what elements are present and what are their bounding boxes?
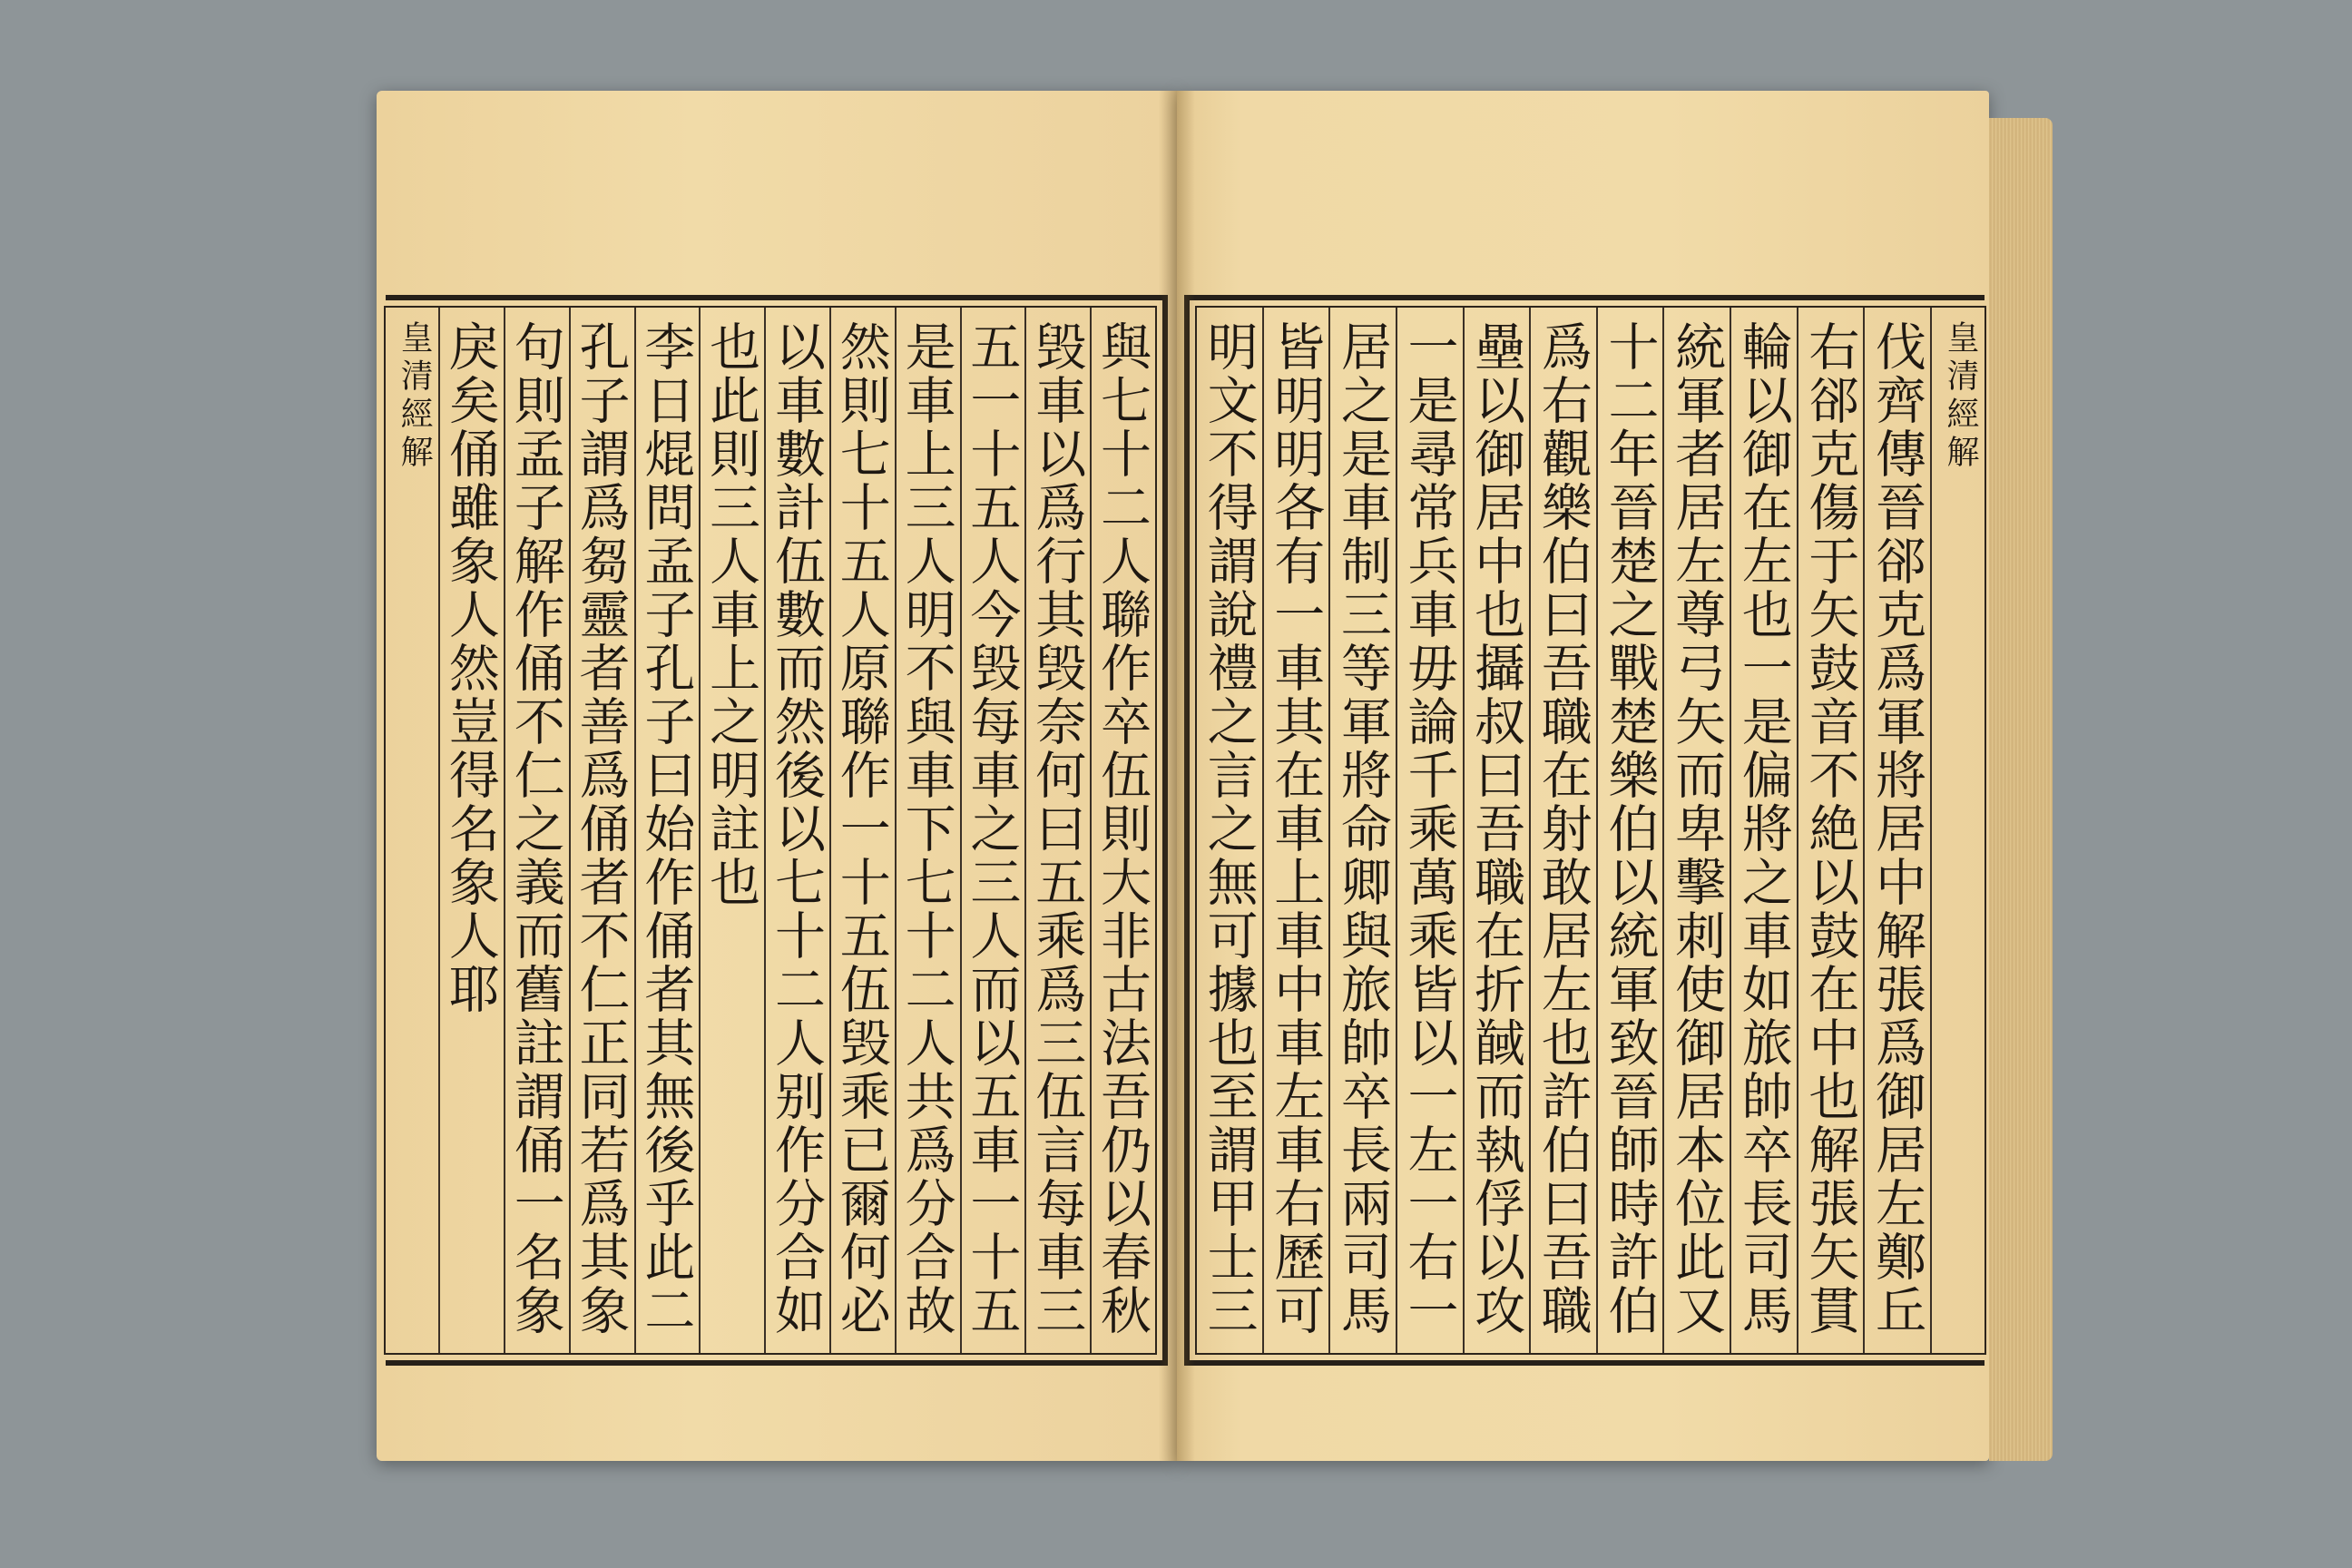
text-column: 孔子謂爲芻靈者善爲俑者不仁正同若爲其象 bbox=[569, 308, 634, 1353]
right-margin-strip bbox=[1930, 308, 1984, 1353]
text-column: 李日焜問孟子孔子曰始作俑者其無後乎此二 bbox=[634, 308, 700, 1353]
text-column: 戾矣俑雖象人然豈得名象人耶 bbox=[438, 308, 504, 1353]
text-column: 十二年晉楚之戰楚樂伯以統軍致晉師時許伯 bbox=[1596, 308, 1663, 1353]
text-column: 句則孟子解作俑不仁之義而舊註謂俑一名象 bbox=[504, 308, 569, 1353]
margin-section bbox=[386, 320, 389, 1353]
margin-title: 皇清經解 bbox=[396, 320, 434, 473]
text-column: 伐齊傳晉郤克爲軍將居中解張爲御居左鄭丘 bbox=[1863, 308, 1930, 1353]
book-spine bbox=[1159, 91, 1195, 1461]
text-column: 皆明明各有一車其在車上車中車左車右歷可 bbox=[1262, 308, 1329, 1353]
text-column: 一是尋常兵車毋論千乘萬乘皆以一左一右一 bbox=[1396, 308, 1463, 1353]
page-edges bbox=[1989, 118, 2053, 1461]
left-page-columns bbox=[386, 308, 1155, 1353]
right-page-columns bbox=[1197, 308, 1984, 1353]
text-column: 是車上三人明不與車下七十二人共爲分合故 bbox=[895, 308, 960, 1353]
text-column: 五一十五人今毁每車之三人而以五車一十五 bbox=[960, 308, 1025, 1353]
text-column: 明文不得謂說禮之言之無可據也至謂甲士三 bbox=[1199, 320, 1259, 1338]
margin-section bbox=[1930, 320, 1936, 1353]
text-column: 右郤克傷于矢鼓音不絶以鼓在中也解張矢貫 bbox=[1797, 308, 1864, 1353]
right-page bbox=[1177, 91, 1989, 1461]
margin-title: 皇清經解 bbox=[1942, 320, 1979, 473]
text-column: 然則七十五人原聯作一十五伍毁乘已爾何必 bbox=[829, 308, 895, 1353]
left-page-text-frame bbox=[386, 295, 1168, 1366]
text-column: 也此則三人車上之明註也 bbox=[699, 308, 764, 1353]
left-margin-strip bbox=[386, 308, 438, 1353]
text-column: 以車數計伍數而然後以七十二人别作分合如 bbox=[764, 308, 829, 1353]
text-column: 輪以御在左也一是偏將之車如旅帥卒長司馬 bbox=[1730, 308, 1797, 1353]
open-book bbox=[368, 91, 2300, 1470]
text-column: 毁車以爲行其毁奈何曰五乘爲三伍言每車三 bbox=[1024, 308, 1090, 1353]
text-column: 統軍者居左尊弓矢而卑擊刺使御居本位此又 bbox=[1662, 308, 1730, 1353]
text-column: 居之是車制三等軍將命卿與旅帥卒長兩司馬 bbox=[1328, 308, 1396, 1353]
text-column: 爲右觀樂伯曰吾職在射敢居左也許伯曰吾職 bbox=[1529, 308, 1596, 1353]
left-page bbox=[377, 91, 1177, 1461]
text-column: 壘以御居中也攝叔曰吾職在折馘而執俘以攻 bbox=[1463, 308, 1530, 1353]
right-page-text-frame bbox=[1184, 295, 1984, 1366]
text-column: 與七十二人聯作卒伍則大非古法吾仍以春秋 bbox=[1090, 308, 1155, 1353]
